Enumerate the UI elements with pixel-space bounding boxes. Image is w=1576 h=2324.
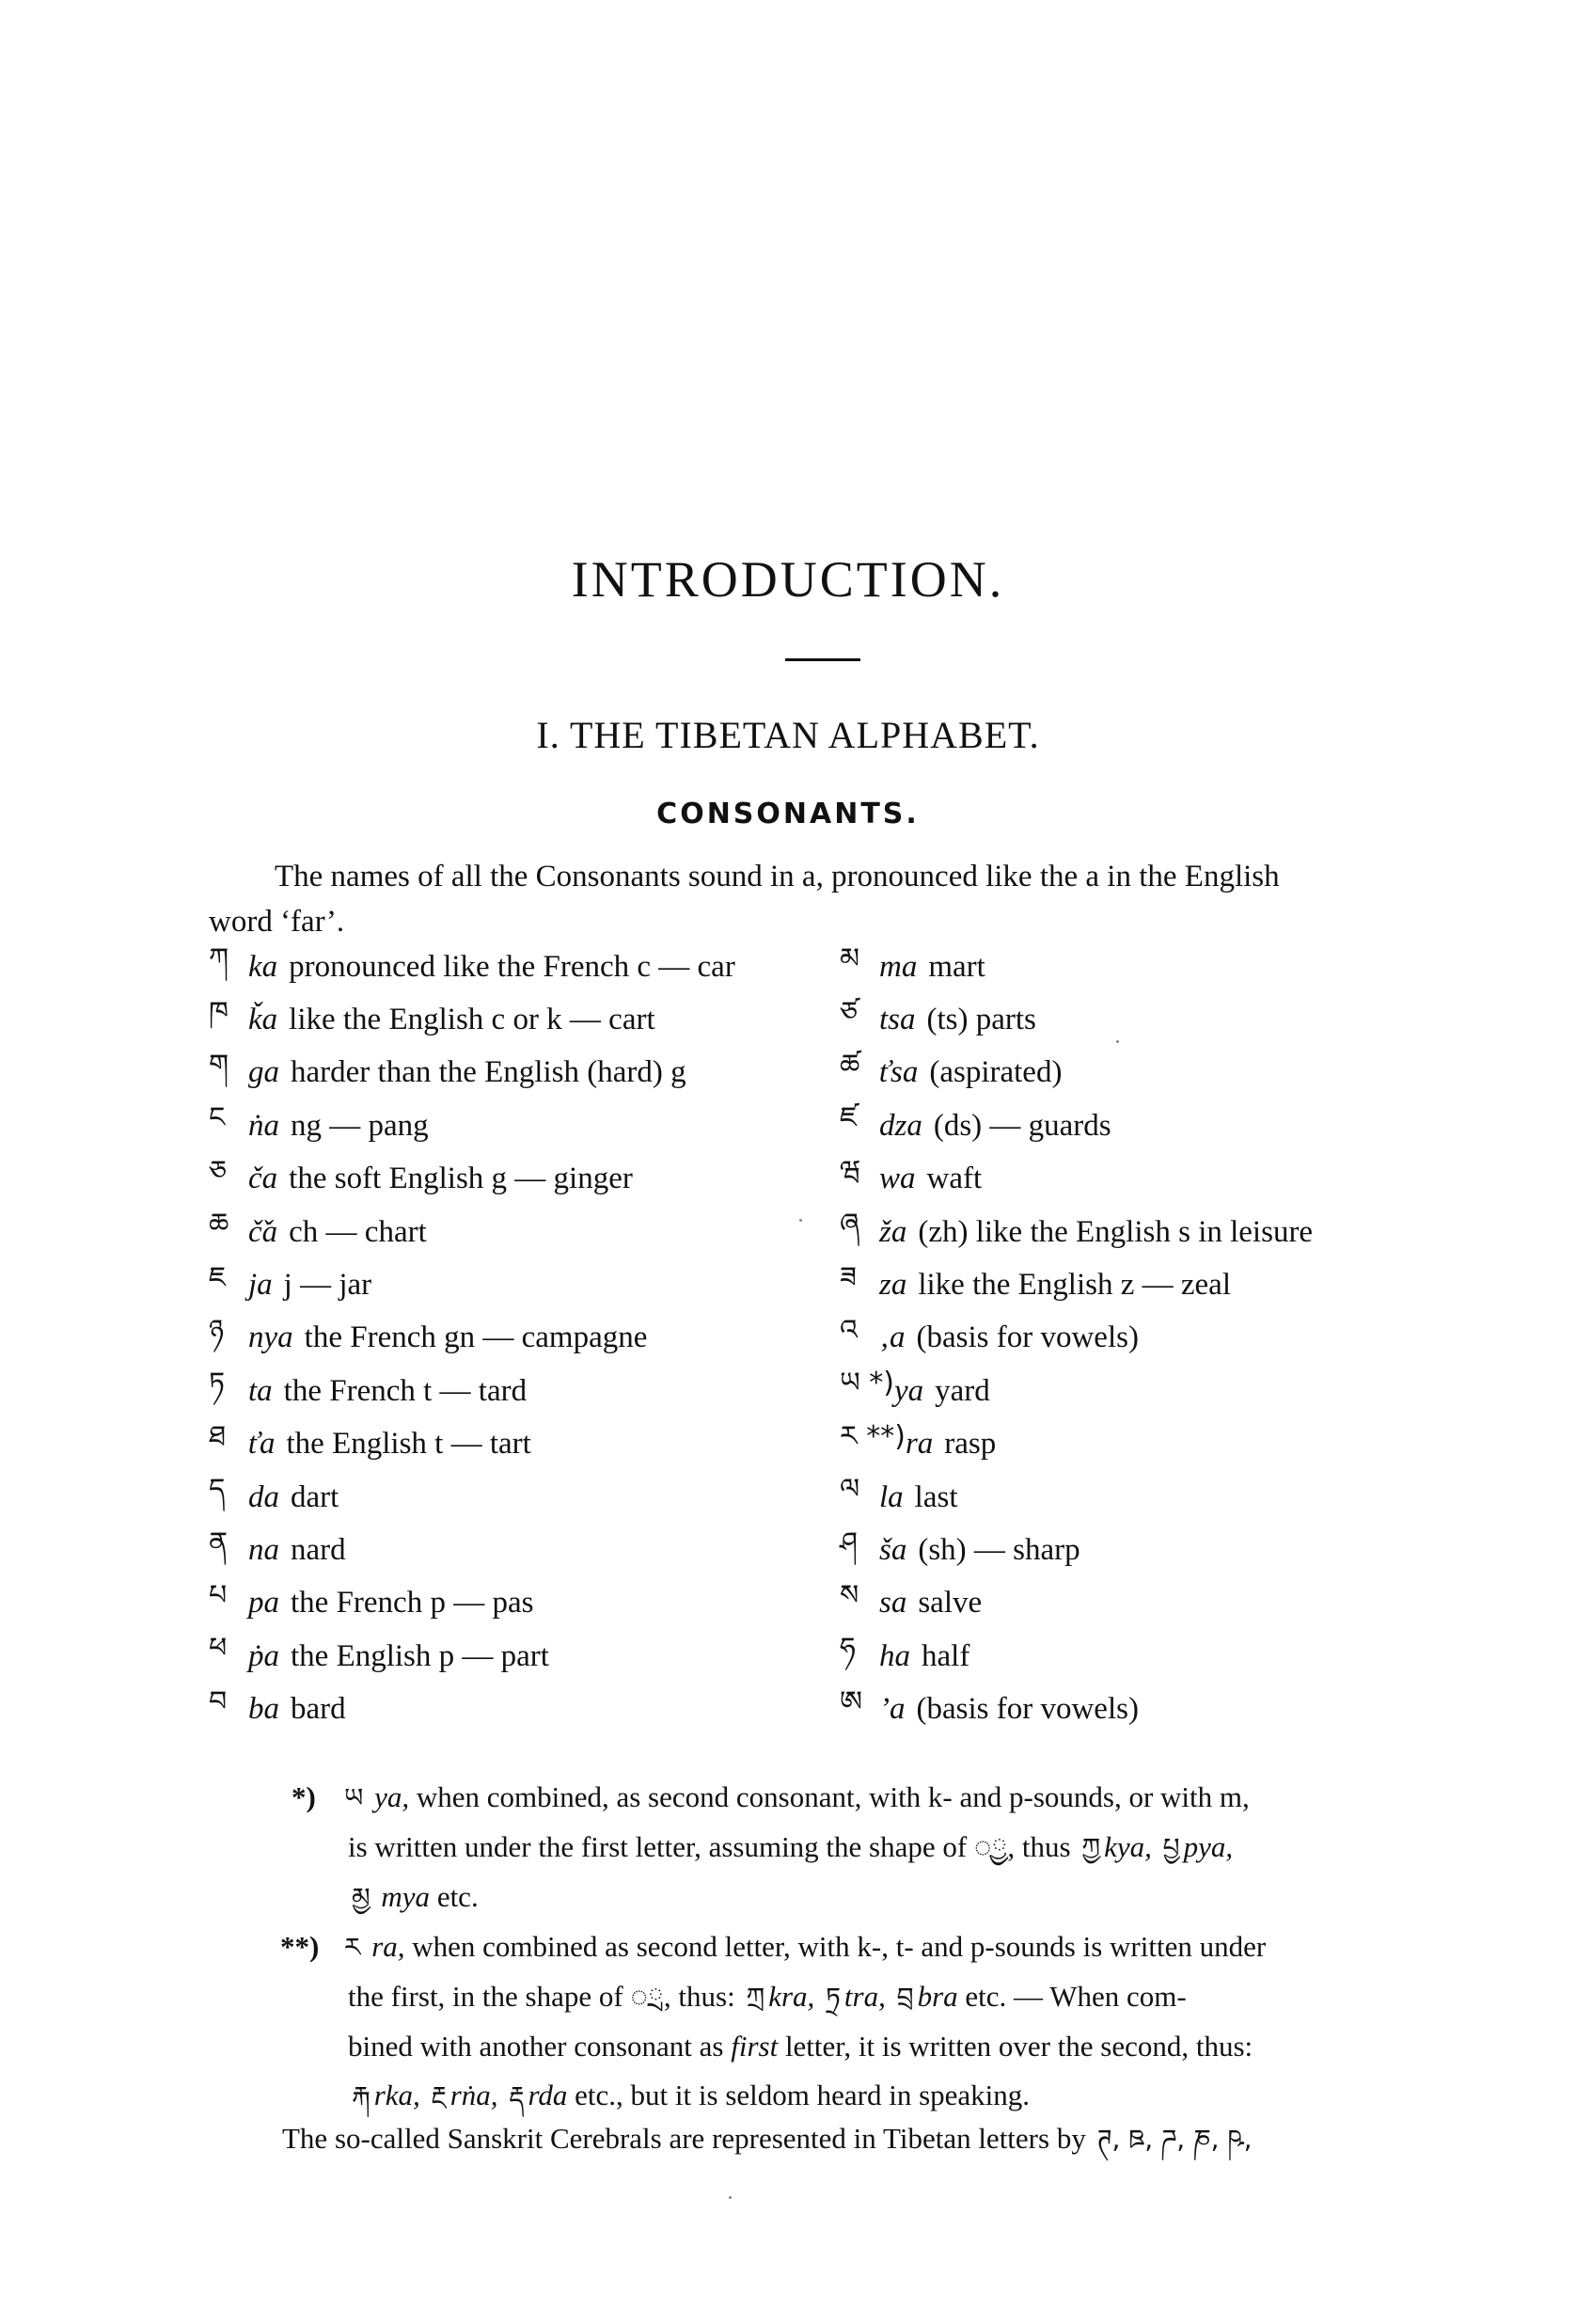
tibetan-letter: པ [209, 1578, 228, 1612]
pronunciation: (basis for vowels) [916, 1692, 1139, 1727]
tibetan-letter: ཟ [840, 1260, 857, 1294]
pronunciation: the French gn — campagne [304, 1320, 648, 1355]
transliteration: pya, [1183, 1830, 1234, 1863]
consonant-row [209, 1683, 820, 1735]
tibetan-letter: ར **) [840, 1419, 906, 1453]
transliteration: tsa [879, 1003, 916, 1037]
transliteration: rṅa, [449, 2079, 498, 2111]
footnote-ya [292, 1773, 1448, 1922]
emphasis: first [731, 2030, 779, 2063]
pronunciation: half [922, 1638, 970, 1673]
consonant-row [209, 1630, 820, 1683]
transliteration: wa [879, 1162, 916, 1196]
consonant-row [840, 1153, 1442, 1206]
consonant-row [840, 1206, 1442, 1258]
tibetan-letter: ཝ [840, 1154, 861, 1188]
tibetan-letter: ཁ [209, 995, 229, 1029]
consonant-row [209, 941, 820, 993]
consonant-row [840, 1630, 1442, 1683]
pronunciation: the soft English g — ginger [289, 1162, 633, 1196]
print-speck [799, 1219, 802, 1222]
transliteration: na [248, 1532, 279, 1567]
footnote-text: is written under the first letter, assuming the shape of ◌ྱ, thus [348, 1830, 1071, 1863]
section-heading: I. THE TIBETAN ALPHABET. [536, 714, 1040, 756]
cerebrals-line [282, 2116, 1458, 2162]
transliteration: za [879, 1268, 907, 1303]
transliteration: nya [248, 1320, 293, 1355]
transliteration: rda [528, 2079, 568, 2111]
pronunciation: nard [291, 1532, 346, 1567]
pronunciation: waft [926, 1162, 983, 1196]
intro-paragraph [209, 854, 1439, 944]
tibetan-letter: ཐ [209, 1419, 227, 1453]
pronunciation: the English t — tart [286, 1427, 531, 1462]
pronunciation: ch — chart [289, 1214, 427, 1249]
transliteration: ma [879, 949, 918, 984]
tibetan-letter: ལ [840, 1473, 860, 1507]
transliteration: ṗa [248, 1638, 279, 1673]
consonant-row [209, 1099, 820, 1152]
pronunciation: (zh) like the English s in leisure [918, 1214, 1314, 1249]
tibetan-letter: ཏ [209, 1367, 226, 1400]
pronunciation: like the English c or k — cart [289, 1003, 655, 1037]
pronunciation: like the English z — zeal [918, 1268, 1231, 1303]
transliteration: dza [879, 1108, 922, 1143]
consonant-row [840, 1047, 1442, 1099]
consonant-row [840, 1365, 1442, 1417]
pronunciation: (sh) — sharp [918, 1532, 1080, 1567]
transliteration: ya, [374, 1780, 410, 1813]
transliteration: ǩa [248, 1003, 278, 1037]
tibetan-letter: བ [209, 1684, 228, 1718]
footnote-marker: **) [280, 1930, 320, 1963]
pronunciation: (ts) parts [926, 1003, 1036, 1037]
pronunciation: mart [928, 949, 985, 984]
transliteration: ťa [248, 1427, 276, 1462]
subsection-heading: CONSONANTS. [656, 798, 920, 830]
transliteration: ka [248, 949, 278, 984]
footnote-text: etc. — When com- [965, 1980, 1187, 2013]
transliteration: rka, [373, 2079, 420, 2111]
consonant-list-right [840, 941, 1442, 1736]
transliteration: kya, [1104, 1830, 1152, 1863]
tibetan-example: རྔ [431, 2080, 447, 2111]
transliteration: pa [248, 1586, 279, 1620]
transliteration: ’a [879, 1692, 906, 1727]
transliteration: kra, [768, 1980, 815, 2013]
print-speck [729, 2196, 732, 2199]
pronunciation: pronounced like the French c — car [289, 949, 735, 984]
transliteration: ja [248, 1268, 273, 1303]
tibetan-letter: ཅ [209, 1154, 228, 1188]
tibetan-letter: ས [840, 1578, 859, 1612]
transliteration: ya [894, 1373, 924, 1408]
footnote-text: letter, it is written over the second, thus: [784, 2030, 1253, 2063]
tibetan-example: བྲ [896, 1982, 914, 2013]
intro-line-2: word ‘far’. [209, 905, 345, 939]
transliteration: sa [879, 1586, 907, 1620]
cerebral-letters: ཊ, ཋ, ཌ, ཎ, ཥ, [1096, 2124, 1253, 2155]
tibetan-letter: མ [840, 942, 860, 976]
tibetan-letter: ཨ [840, 1684, 863, 1718]
transliteration: ra [905, 1427, 934, 1462]
consonant-row [209, 1471, 820, 1524]
tibetan-letter: ཙ [840, 995, 859, 1029]
tibetan-example: ཀྱ [1081, 1832, 1101, 1863]
cerebrals-text: The so-called Sanskrit Cerebrals are represented in Tibetan letters by [282, 2122, 1086, 2155]
transliteration: ba [248, 1692, 279, 1727]
consonant-row [840, 1524, 1442, 1576]
transliteration: mya [381, 1880, 431, 1913]
pronunciation: (ds) — guards [933, 1108, 1111, 1143]
tibetan-letter: ཛ [840, 1101, 858, 1135]
consonant-row [209, 1577, 820, 1630]
consonant-row [840, 1683, 1442, 1735]
consonant-row [209, 1153, 820, 1206]
print-speck [1116, 1040, 1119, 1043]
transliteration: ṅa [248, 1108, 279, 1143]
footnote-marker: *) [292, 1780, 316, 1813]
pronunciation: dart [291, 1479, 339, 1514]
transliteration: tra, [843, 1980, 886, 2013]
consonant-row [209, 1418, 820, 1471]
footnote-text: when combined, as second consonant, with k- and p-sounds, or with m, [416, 1780, 1250, 1813]
transliteration: bra [917, 1980, 958, 2013]
intro-line-1: The names of all the Consonants sound in a, pronounced like the a in the English [275, 860, 1280, 893]
transliteration: la [879, 1479, 904, 1514]
tibetan-example: རྐ [352, 2080, 370, 2111]
transliteration: ťsa [879, 1055, 919, 1090]
pronunciation: harder than the English (hard) g [291, 1055, 686, 1090]
tibetan-letter: ཉ [209, 1313, 225, 1347]
tibetan-letter: ད [209, 1473, 226, 1507]
transliteration: ra, [371, 1930, 405, 1963]
transliteration: ha [879, 1638, 910, 1673]
transliteration: č̌a [248, 1214, 278, 1249]
tibetan-letter: ཞ [840, 1208, 859, 1241]
pronunciation: rasp [944, 1427, 997, 1462]
consonant-row [840, 1312, 1442, 1365]
tibetan-letter: ཇ [209, 1260, 227, 1294]
tibetan-example: མྱ [352, 1882, 370, 1913]
tibetan-letter: ཡ [344, 1782, 364, 1813]
consonant-row [840, 1418, 1442, 1471]
pronunciation: the French t — tard [283, 1373, 528, 1408]
tibetan-letter: ང [209, 1101, 226, 1135]
tibetan-example: ཀྲ [746, 1982, 765, 2013]
pronunciation: salve [918, 1586, 983, 1620]
footnote-ra [280, 1922, 1448, 2121]
transliteration: da [248, 1479, 279, 1514]
consonant-row [840, 993, 1442, 1046]
pronunciation: last [914, 1479, 958, 1514]
consonant-row [209, 1258, 820, 1311]
pronunciation: j — jar [283, 1268, 372, 1303]
consonant-row [840, 1099, 1442, 1152]
consonant-row [209, 1365, 820, 1417]
tibetan-example: རྡ [509, 2080, 525, 2111]
footnote-text: etc., but it is seldom heard in speaking. [575, 2079, 1031, 2111]
tibetan-letter: ཧ [840, 1632, 856, 1666]
transliteration: ša [879, 1532, 907, 1567]
pronunciation: ng — pang [291, 1108, 429, 1143]
transliteration: ‚a [879, 1320, 906, 1355]
pronunciation: the English p — part [291, 1638, 549, 1673]
title-rule [785, 658, 860, 661]
consonant-row [209, 1047, 820, 1099]
pronunciation: the French p — pas [291, 1586, 534, 1620]
footnote-text: etc. [436, 1880, 479, 1913]
consonant-row [209, 1524, 820, 1576]
consonant-row [209, 1312, 820, 1365]
consonant-row [840, 1577, 1442, 1630]
tibetan-letter: ན [209, 1526, 229, 1559]
tibetan-letter: ཆ [209, 1208, 229, 1241]
transliteration: ža [879, 1214, 907, 1249]
tibetan-letter: འ [840, 1313, 858, 1347]
tibetan-letter: ཡ *) [840, 1367, 894, 1400]
tibetan-letter: ཤ [840, 1526, 858, 1559]
page-title: INTRODUCTION. [571, 551, 1005, 608]
tibetan-letter: ཚ [840, 1048, 860, 1082]
tibetan-letter: ག [209, 1048, 229, 1082]
transliteration: ča [248, 1162, 278, 1196]
consonant-row [840, 1258, 1442, 1311]
footnote-text: bined with another consonant as [348, 2030, 724, 2063]
consonant-list-left [209, 941, 820, 1736]
consonant-row [840, 1471, 1442, 1524]
pronunciation: (aspirated) [929, 1055, 1063, 1090]
pronunciation: yard [935, 1373, 990, 1408]
consonant-row [840, 941, 1442, 993]
tibetan-letter: ཀ [209, 942, 229, 976]
pronunciation: (basis for vowels) [916, 1320, 1139, 1355]
pronunciation: bard [291, 1692, 346, 1727]
consonant-row [209, 1206, 820, 1258]
footnote-text: when combined as second letter, with k-, t- and p-sounds is written under [412, 1930, 1267, 1963]
tibetan-letter: ར [344, 1932, 361, 1963]
tibetan-letter: ཕ [209, 1632, 228, 1666]
transliteration: ta [248, 1373, 273, 1408]
transliteration: ga [248, 1055, 279, 1090]
tibetan-example: པྱ [1162, 1832, 1180, 1863]
consonant-row [209, 993, 820, 1046]
tibetan-example: ཏྲ [826, 1982, 841, 2013]
footnote-text: the first, in the shape of ◌ྲ, thus: [348, 1980, 735, 2013]
